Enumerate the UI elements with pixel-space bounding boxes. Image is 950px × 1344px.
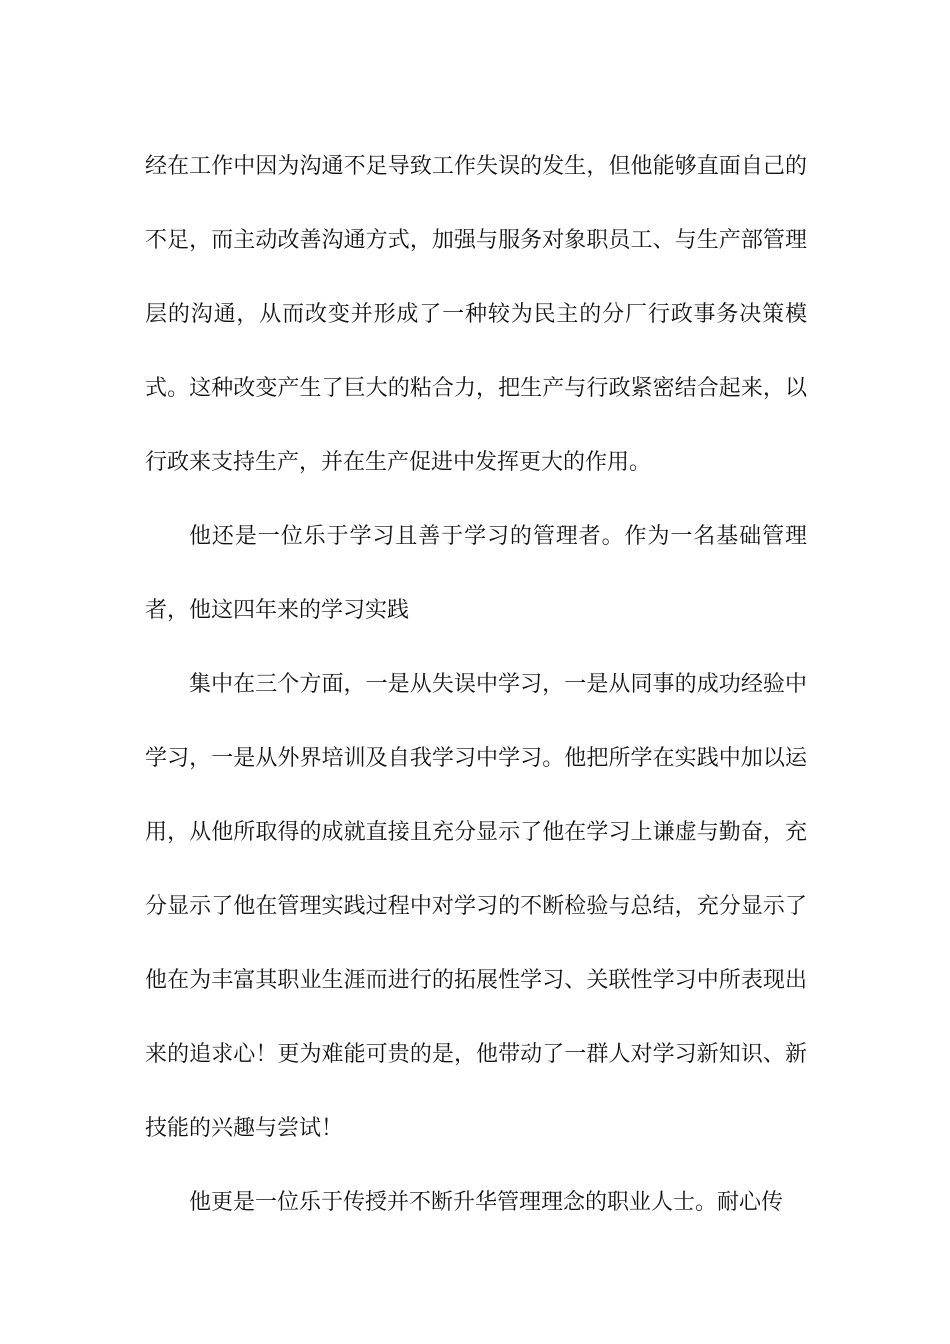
paragraph-learning: 他还是一位乐于学习且善于学习的管理者。作为一名基础管理者，他这四年来的学习实践	[145, 524, 807, 623]
paragraph-continuation: 经在工作中因为沟通不足导致工作失误的发生，但他能够直面自己的不足，而主动改善沟通方式，加强与服务对象职员工、与生产部管理层的沟通，从而改变并形成了一种较为民主的分厂行政事务决策模式。这种改变产生了巨大的粘合力，把生产与行政紧密结合起来，以行政来支持生产，并在生产促进中发挥更大的作用。	[145, 154, 807, 475]
paragraph-three-aspects: 集中在三个方面，一是从失误中学习，一是从同事的成功经验中学习，一是从外界培训及自我学习中学习。他把所学在实践中加以运用，从他所取得的成就直接且充分显示了他在学习上谦虚与勤奋，充分显示了他在管理实践过程中对学习的不断检验与总结，充分显示了他在为丰富其职业生涯而进行的拓展性学习、关联性学习中所表现出来的追求心！更为难能可贵的是，他带动了一群人对学习新知识、新技能的兴趣与尝试！	[145, 672, 807, 1141]
paragraph-teaching: 他更是一位乐于传授并不断升华管理理念的职业人士。耐心传	[189, 1190, 784, 1215]
document-body	[145, 130, 807, 1240]
